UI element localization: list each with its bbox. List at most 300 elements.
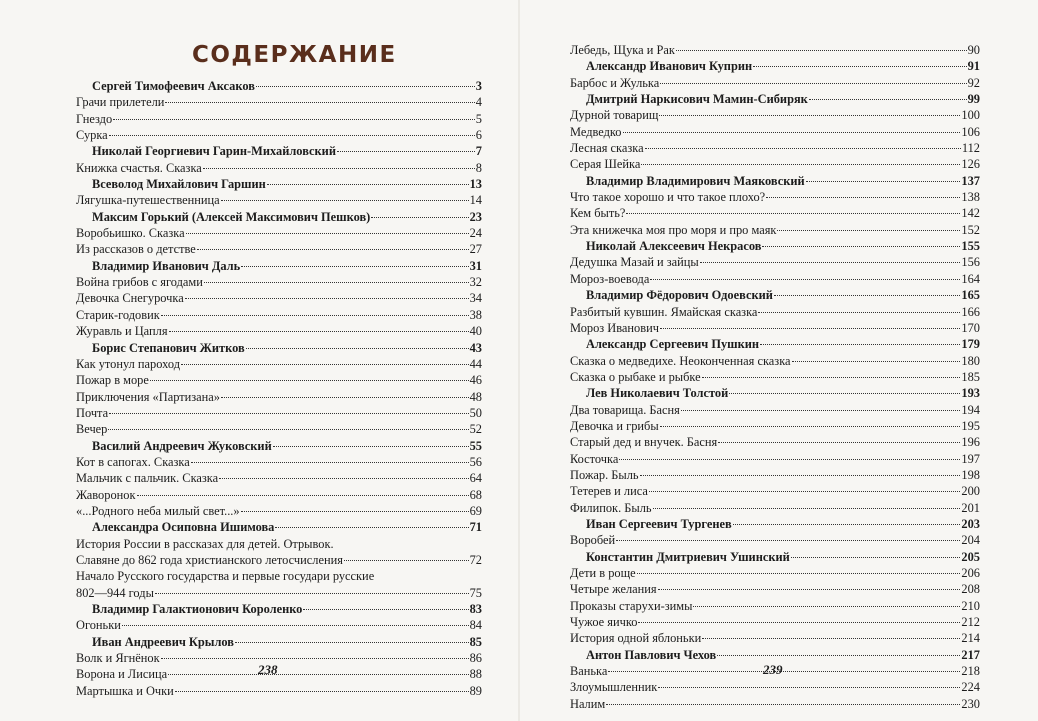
toc-entry: [76, 307, 482, 323]
dot-leader: [702, 377, 961, 378]
dot-leader: [235, 642, 469, 643]
toc-entry: [570, 418, 980, 434]
dot-leader: [806, 181, 961, 182]
page-ref: 88: [469, 667, 482, 682]
toc-entry: [76, 405, 482, 421]
dot-leader: [718, 442, 960, 443]
toc-author-heading: [76, 258, 482, 274]
author-name: Александр Иванович Куприн: [586, 59, 753, 74]
entry-title: Книжка счастья. Сказка: [76, 160, 202, 175]
entry-title: Филипок. Быль: [570, 500, 652, 515]
toc-entry: [570, 532, 980, 548]
toc-entry: [76, 274, 482, 290]
dot-leader: [169, 331, 469, 332]
page-ref: 126: [961, 157, 980, 172]
page-ref: 14: [469, 193, 482, 208]
page-ref: 200: [961, 484, 980, 499]
author-name: Дмитрий Наркисович Мамин-Сибиряк: [586, 92, 808, 107]
entry-title: Ванька: [570, 664, 608, 679]
page-ref: 40: [469, 324, 482, 339]
dot-leader: [122, 625, 469, 626]
entry-title: Мартышка и Очки: [76, 683, 174, 698]
page-ref: 206: [961, 566, 980, 580]
page-ref: 90: [967, 43, 980, 57]
dot-leader: [197, 249, 469, 250]
page-ref: 138: [961, 190, 980, 205]
entry-title: Из рассказов о детстве: [76, 242, 196, 257]
author-name: Максим Горький (Алексей Максимович Пешков): [92, 209, 371, 224]
entry-title: Ворона и Лисица: [76, 667, 168, 682]
dot-leader: [256, 86, 475, 87]
toc-author-heading: [570, 336, 980, 352]
page-ref: 185: [961, 369, 980, 384]
toc-entry: [570, 205, 980, 221]
dot-leader: [753, 66, 966, 67]
toc-entry: [76, 568, 482, 584]
entry-title: Почта: [76, 405, 109, 420]
dot-leader: [191, 462, 469, 463]
dot-leader: [175, 691, 469, 692]
toc-entry: [570, 696, 980, 712]
page-ref: 89: [469, 683, 482, 698]
toc-entry: [76, 225, 482, 241]
toc-author-heading: [76, 78, 482, 94]
toc-entry: [570, 107, 980, 123]
page-ref: 3: [475, 79, 482, 93]
toc-entry: [570, 189, 980, 205]
author-name: Иван Андреевич Крылов: [92, 634, 235, 649]
toc-list-left: [76, 78, 482, 699]
entry-title: Начало Русского государства и первые государи русские: [76, 569, 375, 584]
dot-leader: [717, 655, 960, 656]
toc-author-heading: [570, 91, 980, 107]
entry-title: Вечер: [76, 422, 108, 437]
page-ref: 106: [961, 124, 980, 139]
page-ref: 84: [469, 618, 482, 633]
toc-author-heading: [76, 634, 482, 650]
toc-author-heading: [570, 287, 980, 303]
toc-entry: [76, 290, 482, 306]
dot-leader: [185, 298, 469, 299]
dot-leader: [155, 593, 469, 594]
entry-title: Проказы старухи-зимы: [570, 598, 693, 613]
page-ref: 6: [475, 128, 482, 143]
dot-leader: [273, 446, 469, 447]
toc-entry: [570, 222, 980, 238]
dot-leader: [733, 524, 961, 525]
entry-title: Лягушка-путешественница: [76, 193, 220, 208]
dot-leader: [204, 282, 469, 283]
entry-title: Воробей: [570, 533, 616, 548]
dot-leader: [108, 429, 468, 430]
toc-entry: [570, 75, 980, 91]
toc-entry: [570, 598, 980, 614]
entry-title: Жаворонок: [76, 487, 136, 502]
dot-leader: [303, 609, 468, 610]
page-ref: 4: [475, 95, 482, 110]
dot-leader: [221, 397, 469, 398]
entry-title: Пожар в море: [76, 373, 149, 388]
dot-leader: [766, 197, 960, 198]
dot-leader: [606, 704, 960, 705]
toc-entry: [76, 683, 482, 699]
dot-leader: [649, 491, 961, 492]
toc-entry: [570, 156, 980, 172]
entry-title: История одной яблоньки: [570, 631, 702, 646]
page-ref: 68: [469, 487, 482, 502]
dot-leader: [241, 511, 469, 512]
toc-entry: [76, 111, 482, 127]
page-ref: 194: [961, 402, 980, 417]
page-ref: 166: [961, 304, 980, 319]
dot-leader: [792, 361, 961, 362]
dot-leader: [758, 312, 960, 313]
page-ref: 99: [967, 92, 980, 107]
toc-entry: [570, 614, 980, 630]
page-ref: 44: [469, 356, 482, 371]
dot-leader: [700, 262, 961, 263]
entry-title: «...Родного неба милый свет...»: [76, 503, 240, 518]
dot-leader: [760, 344, 960, 345]
page-ref: 64: [469, 471, 482, 486]
page-ref: 86: [469, 651, 482, 666]
page-ref: 142: [961, 206, 980, 221]
dot-leader: [267, 184, 469, 185]
dot-leader: [791, 557, 961, 558]
entry-title: Сказка о медведихе. Неоконченная сказка: [570, 353, 791, 368]
author-name: Лев Николаевич Толстой: [586, 386, 729, 401]
entry-title: Чужое яичко: [570, 615, 638, 630]
toc-entry: [570, 500, 980, 516]
page-number-left: 238: [258, 662, 278, 677]
page-ref: 52: [469, 422, 482, 437]
author-name: Александр Сергеевич Пушкин: [586, 337, 760, 352]
dot-leader: [186, 233, 469, 234]
page-ref: 203: [961, 516, 980, 531]
page-ref: 137: [961, 173, 980, 188]
page-ref: 43: [469, 340, 482, 355]
entry-title: Барбос и Жулька: [570, 75, 660, 90]
dot-leader: [371, 217, 468, 218]
toc-entry: [76, 650, 482, 666]
toc-entry: [76, 617, 482, 633]
entry-title: Воробьишко. Сказка: [76, 226, 185, 241]
page-ref: 112: [961, 141, 980, 156]
page-ref: 195: [961, 418, 980, 433]
page-ref: 197: [961, 451, 980, 466]
author-name: Всеволод Михайлович Гаршин: [92, 177, 266, 192]
entry-title: Дети в роще: [570, 566, 636, 580]
toc-entry: [76, 356, 482, 372]
dot-leader: [638, 622, 960, 623]
entry-title: Медведко: [570, 124, 622, 139]
dot-leader: [659, 115, 960, 116]
dot-leader: [203, 168, 475, 169]
toc-entry: [76, 192, 482, 208]
page-ref: 24: [469, 226, 482, 241]
author-name: Константин Дмитриевич Ушинский: [586, 549, 790, 564]
toc-entry: [570, 679, 980, 695]
dot-leader: [623, 132, 961, 133]
page-ref: 27: [469, 242, 482, 257]
toc-entry: [570, 467, 980, 483]
page-ref: 156: [961, 255, 980, 270]
entry-title: Разбитый кувшин. Ямайская сказка: [570, 304, 758, 319]
dot-leader: [762, 246, 960, 247]
entry-title: Славяне до 862 года христианского летосчисления: [76, 552, 343, 567]
dot-leader: [608, 671, 960, 672]
page-ref: 155: [961, 239, 980, 254]
dot-leader: [774, 295, 961, 296]
dot-leader: [150, 380, 469, 381]
page-ref: 196: [961, 435, 980, 450]
toc-author-heading: [570, 173, 980, 189]
author-name: Владимир Владимирович Маяковский: [586, 173, 805, 188]
author-name: Сергей Тимофеевич Аксаков: [92, 79, 255, 93]
toc-entry: [76, 323, 482, 339]
toc-entry: [570, 254, 980, 270]
toc-author-heading: [76, 601, 482, 617]
entry-title: Косточка: [570, 451, 619, 466]
page-ref: 13: [469, 177, 482, 192]
toc-author-heading: [76, 143, 482, 159]
page-ref: 201: [961, 500, 980, 515]
dot-leader: [660, 426, 961, 427]
dot-leader: [113, 119, 475, 120]
toc-entry: [570, 483, 980, 499]
dot-leader: [219, 478, 468, 479]
entry-title: Кем быть?: [570, 206, 626, 221]
author-name: Николай Алексеевич Некрасов: [586, 239, 762, 254]
dot-leader: [658, 589, 961, 590]
page-title: СОДЕРЖАНИЕ: [192, 42, 397, 68]
toc-entry: [76, 487, 482, 503]
entry-title: История России в рассказах для детей. Отрывок.: [76, 536, 334, 551]
page-ref: 205: [961, 549, 980, 564]
page-ref: 23: [469, 209, 482, 224]
entry-title: Дурной товарищ: [570, 108, 659, 123]
entry-title: Лебедь, Щука и Рак: [570, 43, 675, 57]
dot-leader: [641, 164, 960, 165]
dot-leader: [165, 102, 474, 103]
page-ref: 72: [469, 552, 482, 567]
toc-author-heading: [76, 340, 482, 356]
dot-leader: [626, 213, 960, 214]
toc-author-heading: [76, 519, 482, 535]
toc-entry: [570, 353, 980, 369]
page-ref: 212: [961, 615, 980, 630]
page-ref: 91: [967, 59, 980, 74]
entry-title: Волк и Ягнёнок: [76, 651, 160, 666]
dot-leader: [658, 687, 960, 688]
page-ref: 214: [961, 631, 980, 646]
page-ref: 56: [469, 454, 482, 469]
toc-entry: [570, 451, 980, 467]
page-ref: 75: [469, 585, 482, 600]
entry-title: Что такое хорошо и что такое плохо?: [570, 190, 766, 205]
toc-author-heading: [570, 516, 980, 532]
dot-leader: [653, 508, 961, 509]
page-ref: 152: [961, 222, 980, 237]
page-ref: 50: [469, 405, 482, 420]
toc-entry: [76, 94, 482, 110]
entry-title: 802—944 годы: [76, 585, 154, 600]
entry-title: Лесная сказка: [570, 141, 644, 156]
page-ref: 38: [469, 307, 482, 322]
page-ref: 85: [469, 634, 482, 649]
entry-title: Старый дед и внучек. Басня: [570, 435, 718, 450]
entry-title: Серая Шейка: [570, 157, 641, 172]
author-name: Владимир Галактионович Короленко: [92, 602, 303, 616]
page-ref: 5: [475, 111, 482, 126]
right-page: [519, 0, 1038, 721]
toc-author-heading: [76, 209, 482, 225]
dot-leader: [275, 527, 468, 528]
page-ref: 83: [469, 602, 482, 616]
page-ref: 8: [475, 160, 482, 175]
dot-leader: [640, 475, 961, 476]
toc-entry: [570, 271, 980, 287]
page-ref: 31: [469, 258, 482, 273]
dot-leader: [660, 83, 966, 84]
entry-title: Мальчик с пальчик. Сказка: [76, 471, 219, 486]
toc-entry: [570, 581, 980, 597]
dot-leader: [344, 560, 469, 561]
entry-title: Злоумышленник: [570, 680, 658, 695]
toc-entry: [76, 470, 482, 486]
toc-entry: [570, 42, 980, 58]
toc-author-heading: [570, 58, 980, 74]
author-name: Василий Андреевич Жуковский: [92, 438, 272, 453]
page-ref: 164: [961, 271, 980, 286]
author-name: Антон Павлович Чехов: [586, 647, 717, 662]
entry-title: Кот в сапогах. Сказка: [76, 454, 190, 469]
dot-leader: [660, 328, 960, 329]
dot-leader: [702, 638, 960, 639]
toc-author-heading: [570, 385, 980, 401]
author-name: Борис Степанович Житков: [92, 340, 245, 355]
toc-entry: [76, 241, 482, 257]
toc-entry: [570, 630, 980, 646]
dot-leader: [246, 348, 469, 349]
toc-entry: [570, 434, 980, 450]
author-name: Владимир Иванович Даль: [92, 258, 241, 273]
entry-title: Налим: [570, 696, 606, 711]
toc-entry: [570, 304, 980, 320]
toc-entry: [76, 421, 482, 437]
page-ref: 198: [961, 467, 980, 482]
entry-title: Гнездо: [76, 111, 113, 126]
dot-leader: [181, 364, 469, 365]
dot-leader: [650, 279, 960, 280]
page-ref: 48: [469, 389, 482, 404]
toc-entry: [570, 140, 980, 156]
entry-title: Грачи прилетели: [76, 95, 165, 110]
dot-leader: [645, 148, 961, 149]
toc-entry: [570, 565, 980, 581]
toc-entry: [76, 372, 482, 388]
dot-leader: [777, 230, 960, 231]
entry-title: Четыре желания: [570, 582, 657, 597]
dot-leader: [221, 200, 469, 201]
page-ref: 224: [961, 680, 980, 695]
entry-title: Два товарища. Басня: [570, 402, 680, 417]
page-ref: 69: [469, 503, 482, 518]
toc-entry: [76, 503, 482, 519]
toc-entry: [570, 124, 980, 140]
dot-leader: [637, 573, 961, 574]
author-name: Александра Осиповна Ишимова: [92, 520, 275, 535]
dot-leader: [681, 410, 961, 411]
page-ref: 46: [469, 373, 482, 388]
entry-title: Сказка о рыбаке и рыбке: [570, 369, 701, 384]
toc-author-heading: [570, 238, 980, 254]
toc-author-heading: [76, 176, 482, 192]
entry-title: Старик-годовик: [76, 307, 160, 322]
page-ref: 180: [961, 353, 980, 368]
dot-leader: [729, 393, 960, 394]
dot-leader: [109, 413, 468, 414]
page-ref: 170: [961, 320, 980, 335]
page-ref: 92: [967, 75, 980, 90]
page-ref: 193: [961, 386, 980, 401]
entry-title: Девочка Снегурочка: [76, 291, 184, 306]
page-ref: 100: [961, 108, 980, 123]
entry-title: Дедушка Мазай и зайцы: [570, 255, 699, 270]
entry-title: Как утонул пароход: [76, 356, 180, 371]
author-name: Николай Георгиевич Гарин-Михайловский: [92, 144, 336, 159]
dot-leader: [809, 99, 967, 100]
toc-author-heading: [570, 549, 980, 565]
entry-title: Приключения «Партизана»: [76, 389, 220, 404]
dot-leader: [168, 674, 469, 675]
toc-entry: [76, 454, 482, 470]
dot-leader: [161, 658, 469, 659]
toc-entry: [76, 666, 482, 682]
page-ref: 208: [961, 582, 980, 597]
entry-title: Мороз-воевода: [570, 271, 650, 286]
dot-leader: [693, 606, 960, 607]
page-ref: 165: [961, 288, 980, 303]
toc-entry: [76, 127, 482, 143]
dot-leader: [337, 151, 475, 152]
dot-leader: [676, 50, 967, 51]
page-ref: 34: [469, 291, 482, 306]
toc-entry: [570, 402, 980, 418]
page-ref: 210: [961, 598, 980, 613]
entry-title: Мороз Иванович: [570, 320, 659, 335]
toc-entry: [76, 160, 482, 176]
dot-leader: [137, 495, 469, 496]
page-ref: 230: [961, 696, 980, 711]
toc-entry: [570, 369, 980, 385]
page-ref: 217: [961, 647, 980, 662]
dot-leader: [616, 540, 960, 541]
entry-title: Эта книжечка моя про моря и про маяк: [570, 222, 777, 237]
page-number-right: 239: [763, 662, 783, 677]
page-ref: 71: [469, 520, 482, 535]
toc-list-right: [570, 42, 980, 712]
toc-author-heading: [76, 438, 482, 454]
entry-title: Сурка: [76, 128, 108, 143]
page-ref: 55: [469, 438, 482, 453]
page-ref: 204: [961, 533, 980, 548]
dot-leader: [109, 135, 475, 136]
page-ref: 32: [469, 275, 482, 290]
dot-leader: [619, 459, 960, 460]
author-name: Владимир Фёдорович Одоевский: [586, 288, 773, 303]
page-ref: 218: [961, 664, 980, 679]
